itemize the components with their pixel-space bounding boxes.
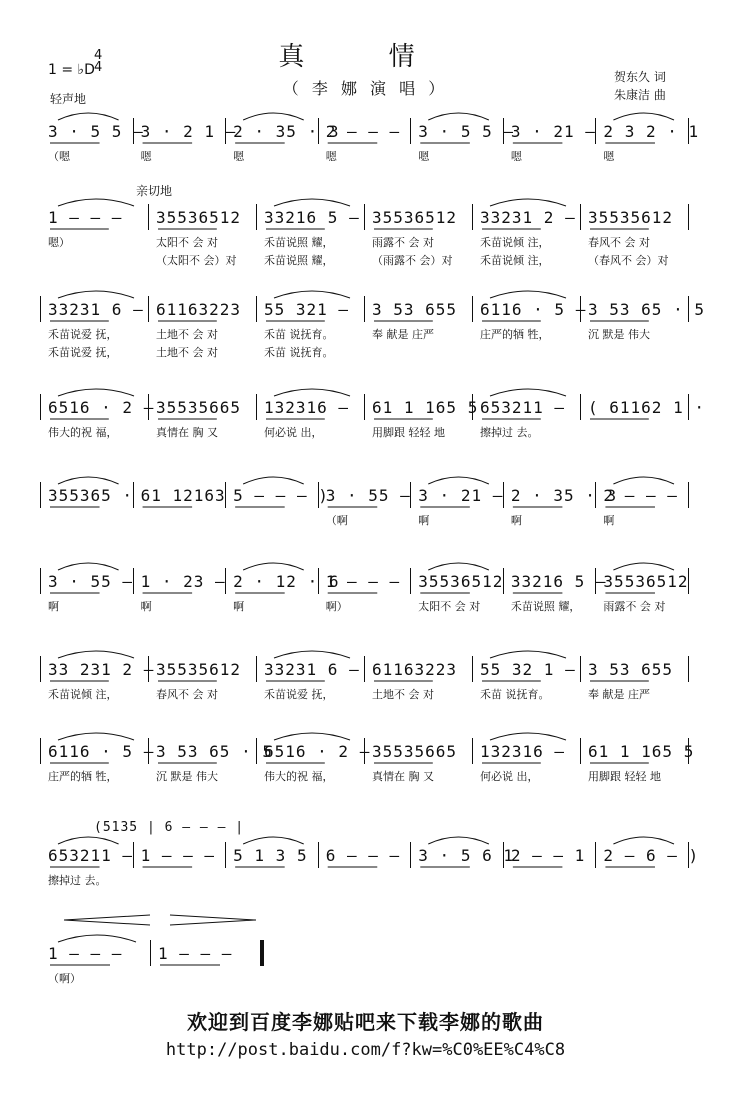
lyric-line-1: 嗯 [140, 150, 152, 163]
slur-arc [613, 113, 674, 120]
measure-notes: 1 · 23 – [140, 572, 226, 591]
slur-arc [428, 477, 489, 484]
lyric-line-1: 嗯 [603, 150, 615, 163]
measure-notes: 3 · 5 5 – [418, 122, 514, 141]
ossia-notes: (5135 | 6 – – – | [94, 820, 245, 835]
lyric-line-1: （啊 [325, 514, 348, 527]
lyric-line-1: 伟大的祝 福， [48, 426, 118, 439]
lyric-line-1: 雨露不 会 对 [603, 600, 666, 613]
measure-notes: 61163223 [372, 660, 458, 679]
slur-arc [274, 733, 350, 740]
slur-arc [58, 291, 134, 298]
lyricist-credit: 贺东久 词 [614, 70, 666, 84]
lyric-line-2: 土地不 会 对 [156, 346, 218, 359]
slur-arc [243, 113, 304, 120]
slur-arc [274, 291, 350, 298]
page-subtitle: （ 李 娜 演 唱 ） [282, 79, 449, 98]
slur-arc [58, 651, 134, 658]
measure-notes: 2 3 2 · 1 [603, 122, 700, 141]
measure-notes: 61 12163 [140, 486, 226, 505]
measure-notes: 653211 – [48, 846, 134, 865]
slur-arc [58, 113, 119, 120]
measure-notes: 33216 5 – [510, 572, 607, 591]
lyric-line-1: 奉 献是 庄严 [372, 328, 434, 341]
lyric-line-1: 伟大的祝 福， [264, 770, 334, 783]
lyric-line-1: 嗯 [510, 150, 522, 163]
measure-notes: 1 – – – [325, 572, 401, 591]
measure-notes: 3 · 2 1 – [140, 122, 237, 141]
measure-notes: 355365 · [48, 486, 134, 505]
expression-mark: 亲切地 [136, 184, 173, 198]
measure-notes: 3 · 55 – [325, 486, 411, 505]
slur-arc [490, 199, 566, 206]
slur-arc [58, 563, 119, 570]
lyric-line-1: 春风不 会 对 [588, 236, 650, 249]
measure-notes: 3 53 655 [588, 660, 674, 679]
slur-arc [243, 837, 304, 844]
measure-notes: 5 – – – ) [233, 486, 329, 505]
measure-notes: 61 1 165 5 [372, 398, 479, 417]
lyric-line-1: 禾苗说爱 抚， [48, 328, 118, 341]
lyric-line-1: 禾苗说照 耀， [510, 600, 581, 613]
lyric-line-1: 用脚跟 轻轻 地 [372, 426, 445, 439]
lyric-line-1: 啊 [140, 600, 152, 613]
measure-notes: 35535612 [156, 660, 242, 679]
lyric-line-2: 禾苗说爱 抚， [48, 346, 118, 359]
measure-notes: 35536512 [372, 208, 458, 227]
composer-credit: 朱康洁 曲 [614, 88, 666, 102]
lyric-line-1: （嗯 [48, 150, 70, 163]
lyric-line-2: （太阳不 会）对 [156, 254, 237, 267]
measure-notes: 6 – – – [325, 846, 401, 865]
measure-notes: 6116 · 5 – [48, 742, 155, 761]
lyric-line-1: 擦掉过 去。 [480, 426, 539, 439]
decrescendo-mark [170, 915, 256, 925]
lyric-line-1: 啊 [510, 514, 522, 527]
page-title: 真 情 [278, 42, 453, 72]
lyric-line-1: 土地不 会 对 [372, 688, 434, 701]
slur-arc [428, 563, 489, 570]
lyric-line-2: （雨露不 会）对 [372, 254, 453, 267]
slur-arc [243, 563, 304, 570]
slur-arc [274, 199, 350, 206]
lyric-line-1: 何必说 出， [480, 770, 539, 783]
measure-notes: 6116 · 5 – [480, 300, 587, 319]
measure-notes: 3 · 21 – [510, 122, 596, 141]
lyric-line-1: 啊 [233, 600, 245, 613]
measure-notes: 33 231 2 – [48, 660, 155, 679]
measure-notes: 1 – – – [140, 846, 215, 865]
measure-notes: 35535665 [372, 742, 458, 761]
slur-arc [243, 477, 304, 484]
slur-arc [58, 837, 119, 844]
lyric-line-1: 禾苗说倾 注， [48, 688, 118, 701]
lyric-line-2: 禾苗说照 耀， [264, 254, 334, 267]
lyric-line-1: 沉 默是 伟大 [156, 770, 218, 783]
lyric-line-1: 沉 默是 伟大 [588, 328, 650, 341]
slur-arc [613, 563, 674, 570]
lyric-line-1: 嗯 [325, 150, 337, 163]
lyric-line-1: 太阳不 会 对 [156, 236, 218, 249]
measure-notes: 33216 5 – [264, 208, 360, 227]
slur-arc [274, 651, 350, 658]
slur-arc [428, 837, 489, 844]
lyric-line-1: 何必说 出， [264, 426, 323, 439]
measure-notes: 3 53 65 · 5 [156, 742, 273, 761]
footer-promo: 欢迎到百度李娜贴吧来下载李娜的歌曲 [187, 1010, 544, 1034]
tempo-mark: 轻声地 [50, 92, 87, 106]
slur-arc [58, 935, 136, 942]
slur-arc [490, 389, 566, 396]
slur-arc [613, 477, 674, 484]
slur-arc [274, 389, 350, 396]
lyric-line-1: 真情在 胸 又 [372, 770, 434, 783]
lyric-line-1: 啊 [48, 600, 59, 613]
lyric-line-1: 奉 献是 庄严 [588, 688, 650, 701]
time-bottom: 4 [94, 60, 103, 75]
measure-notes: 6516 · 2 – [48, 398, 155, 417]
measure-notes: 61 1 165 5 [588, 742, 695, 761]
measure-notes: 1 – – – [48, 944, 123, 963]
lyric-line-1: 庄严的牺 牲， [48, 770, 118, 783]
measure-notes: 35536512 [156, 208, 242, 227]
lyric-line-1: 嗯） [48, 236, 70, 249]
lyric-line-1: 擦掉过 去。 [48, 874, 107, 887]
crescendo-mark [64, 915, 150, 925]
lyric-line-2: （春风不 会）对 [588, 254, 669, 267]
lyric-line-1: 禾苗 说抚育。 [264, 328, 334, 341]
measure-notes: 132316 – [480, 742, 566, 761]
measure-notes: 3 · 55 – [48, 572, 134, 591]
measure-notes: 2 – – 1 [510, 846, 586, 865]
lyric-line-1: 啊 [603, 514, 615, 527]
lyric-line-1: 用脚跟 轻轻 地 [588, 770, 661, 783]
measure-notes: 61163223 [156, 300, 242, 319]
measure-notes: 33231 2 – [480, 208, 576, 227]
measure-notes: 3 53 655 [372, 300, 458, 319]
key-signature: 1 = ♭D [48, 62, 95, 78]
lyric-line-1: 土地不 会 对 [156, 328, 218, 341]
measure-notes: 5 1 3 5 [233, 846, 308, 865]
measure-notes: 2 – – – [603, 486, 678, 505]
slur-arc [58, 199, 134, 206]
measure-notes: 35535612 [588, 208, 674, 227]
time-top: 4 [94, 48, 103, 63]
slur-arc [58, 389, 134, 396]
lyric-line-2: 禾苗 说抚育。 [264, 346, 334, 359]
slur-arc [58, 733, 134, 740]
lyric-line-1: 太阳不 会 对 [418, 600, 481, 613]
lyric-line-1: 春风不 会 对 [156, 688, 218, 701]
measure-notes: 3 · 21 – [418, 486, 504, 505]
measure-notes: 35535665 [156, 398, 242, 417]
slur-arc [490, 651, 566, 658]
measure-notes: 6516 · 2 – [264, 742, 371, 761]
measure-notes: ( 61162 1 · [588, 398, 705, 417]
measure-notes: 1 – – – [48, 208, 123, 227]
slur-arc [58, 477, 119, 484]
measure-notes: 653211 – [480, 398, 566, 417]
lyric-line-1: 啊 [418, 514, 430, 527]
lyric-line-1: 禾苗说爱 抚， [264, 688, 334, 701]
measure-notes: 55 32 1 – [480, 660, 576, 679]
lyric-line-1: 嗯 [233, 150, 245, 163]
measure-notes: 2 · 12 · 6 [233, 572, 340, 591]
measure-notes: 33231 6 – [48, 300, 144, 319]
lyric-line-1: 嗯 [418, 150, 430, 163]
measure-notes: 35536512 [418, 572, 504, 591]
measure-notes: 1 – – – [158, 944, 233, 963]
measure-notes: 33231 6 – [264, 660, 360, 679]
measure-notes: 3 · 5 5 – [48, 122, 144, 141]
measure-notes: 55 321 – [264, 300, 350, 319]
slur-arc [613, 837, 674, 844]
measure-notes: 2 · 35 · 3 [510, 486, 618, 505]
lyric-line-1: 雨露不 会 对 [372, 236, 434, 249]
measure-notes: 2 · 35 · 3 [233, 122, 340, 141]
footer-url[interactable]: http://post.baidu.com/f?kw=%C0%EE%C4%C8 [165, 1040, 566, 1060]
measure-notes: 3 · 5 6 1 [418, 846, 514, 865]
measure-notes: 2 – – – [325, 122, 401, 141]
slur-arc [490, 733, 566, 740]
slur-arc [490, 291, 566, 298]
lyric-line-1: 啊） [325, 600, 348, 613]
lyric-line-1: 禾苗说倾 注， [480, 236, 550, 249]
lyric-line-1: 禾苗 说抚育。 [480, 688, 550, 701]
lyric-line-1: 庄严的牺 牲， [480, 328, 550, 341]
lyric-line-1: 禾苗说照 耀， [264, 236, 334, 249]
measure-notes: 3 53 65 · 5 [588, 300, 705, 319]
lyric-line-2: 禾苗说倾 注， [480, 254, 550, 267]
measure-notes: 35536512 [603, 572, 689, 591]
measure-notes: 2 – 6 – ) [603, 846, 700, 865]
lyric-line-1: 真情在 胸 又 [156, 426, 218, 439]
slur-arc [428, 113, 489, 120]
measure-notes: 132316 – [264, 398, 350, 417]
lyric-line-1: （啊） [48, 972, 81, 985]
